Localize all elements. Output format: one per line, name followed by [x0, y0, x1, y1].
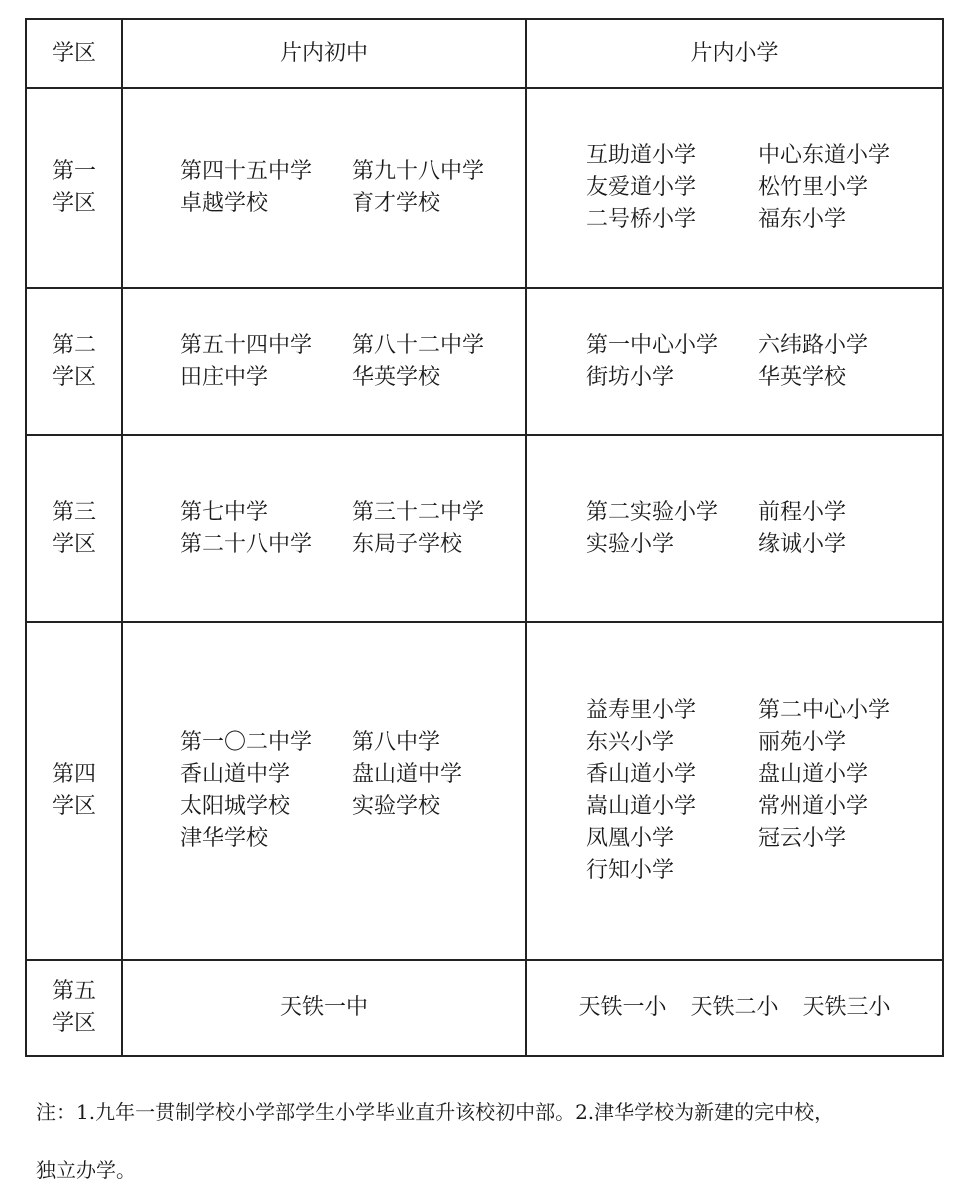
school-name: 松竹里小学: [758, 175, 869, 200]
school-name: 育才学校: [352, 191, 441, 216]
middle-schools-cell: [122, 435, 526, 622]
school-name: 香山道中学: [180, 762, 291, 787]
school-name: 六纬路小学: [758, 332, 869, 358]
school-name: 盘山道中学: [352, 762, 463, 787]
footnote-line-1: 注：1.九年一贯制学校小学部学生小学毕业直升该校初中部。2.津华学校为新建的完中校，: [36, 1100, 835, 1124]
school-name: 友爱道小学: [586, 175, 697, 200]
primary-schools-cell: [526, 435, 943, 622]
school-name: 二号桥小学: [586, 207, 697, 232]
school-name: 中心东道小学: [758, 143, 891, 168]
table-row: [26, 960, 943, 1056]
school-name: 凤凰小学: [586, 826, 675, 851]
school-name: 田庄中学: [180, 364, 269, 390]
school-district-table: [25, 18, 944, 1057]
school-name: 东兴小学: [586, 730, 675, 755]
school-name: 天铁一小: [578, 995, 667, 1020]
school-name: 东局子学校: [352, 531, 463, 557]
middle-schools-cell: [122, 288, 526, 435]
school-name: 益寿里小学: [586, 698, 697, 723]
district-label: 第一 学区: [26, 88, 122, 288]
school-name: 天铁三小: [802, 995, 891, 1020]
school-name: 第四十五中学: [180, 159, 313, 184]
school-name: 太阳城学校: [180, 794, 291, 819]
footnote-line-2: 独立办学。: [36, 1158, 136, 1182]
school-name: 冠云小学: [758, 826, 847, 851]
school-name: 第二十八中学: [180, 531, 313, 557]
school-name: 缘诚小学: [758, 531, 847, 557]
table-row: [26, 88, 943, 288]
school-name: 第七中学: [180, 499, 269, 525]
table-row: [26, 435, 943, 622]
school-name: 天铁二小: [690, 995, 779, 1020]
header-district: 学区: [26, 19, 122, 88]
middle-schools-cell: [122, 960, 526, 1056]
school-name: 实验学校: [352, 794, 441, 819]
school-name: 第八十二中学: [352, 332, 485, 358]
header-primary-schools: 片内小学: [526, 19, 943, 88]
school-name: 第一中心小学: [586, 332, 719, 358]
school-name: 第九十八中学: [352, 159, 485, 184]
primary-schools-cell: [526, 88, 943, 288]
footnote: [36, 1083, 936, 1199]
school-name: 卓越学校: [180, 191, 269, 216]
school-name: 街坊小学: [586, 364, 675, 390]
primary-schools-cell: [526, 622, 943, 960]
school-name: 第二实验小学: [586, 499, 719, 525]
school-name: 丽苑小学: [758, 730, 847, 755]
school-name: 盘山道小学: [758, 762, 869, 787]
school-name: 互助道小学: [586, 143, 697, 168]
primary-schools-cell: [526, 288, 943, 435]
header-middle-schools: 片内初中: [122, 19, 526, 88]
district-label: 第五 学区: [26, 960, 122, 1056]
table-header-row: [26, 19, 943, 88]
school-name: 第五十四中学: [180, 332, 313, 358]
school-name: 嵩山道小学: [586, 794, 697, 819]
school-name: 实验小学: [586, 531, 675, 557]
school-name: 常州道小学: [758, 794, 869, 819]
school-name: 香山道小学: [586, 762, 697, 787]
school-name: 第三十二中学: [352, 499, 485, 525]
primary-schools-cell: [526, 960, 943, 1056]
school-name: 前程小学: [758, 499, 847, 525]
table-row: [26, 622, 943, 960]
middle-schools-cell: [122, 622, 526, 960]
district-label: 第三 学区: [26, 435, 122, 622]
school-name: 第一〇二中学: [180, 730, 313, 755]
middle-schools-cell: [122, 88, 526, 288]
school-name: 行知小学: [586, 858, 675, 883]
school-name: 天铁一中: [279, 995, 368, 1020]
school-name: 第八中学: [352, 730, 441, 755]
district-label: 第四 学区: [26, 622, 122, 960]
school-name: 第二中心小学: [758, 698, 891, 723]
school-name: 华英学校: [758, 364, 847, 390]
district-label: 第二 学区: [26, 288, 122, 435]
school-name: 华英学校: [352, 364, 441, 390]
school-name: 福东小学: [758, 207, 847, 232]
table-row: [26, 288, 943, 435]
school-name: 津华学校: [180, 826, 269, 851]
